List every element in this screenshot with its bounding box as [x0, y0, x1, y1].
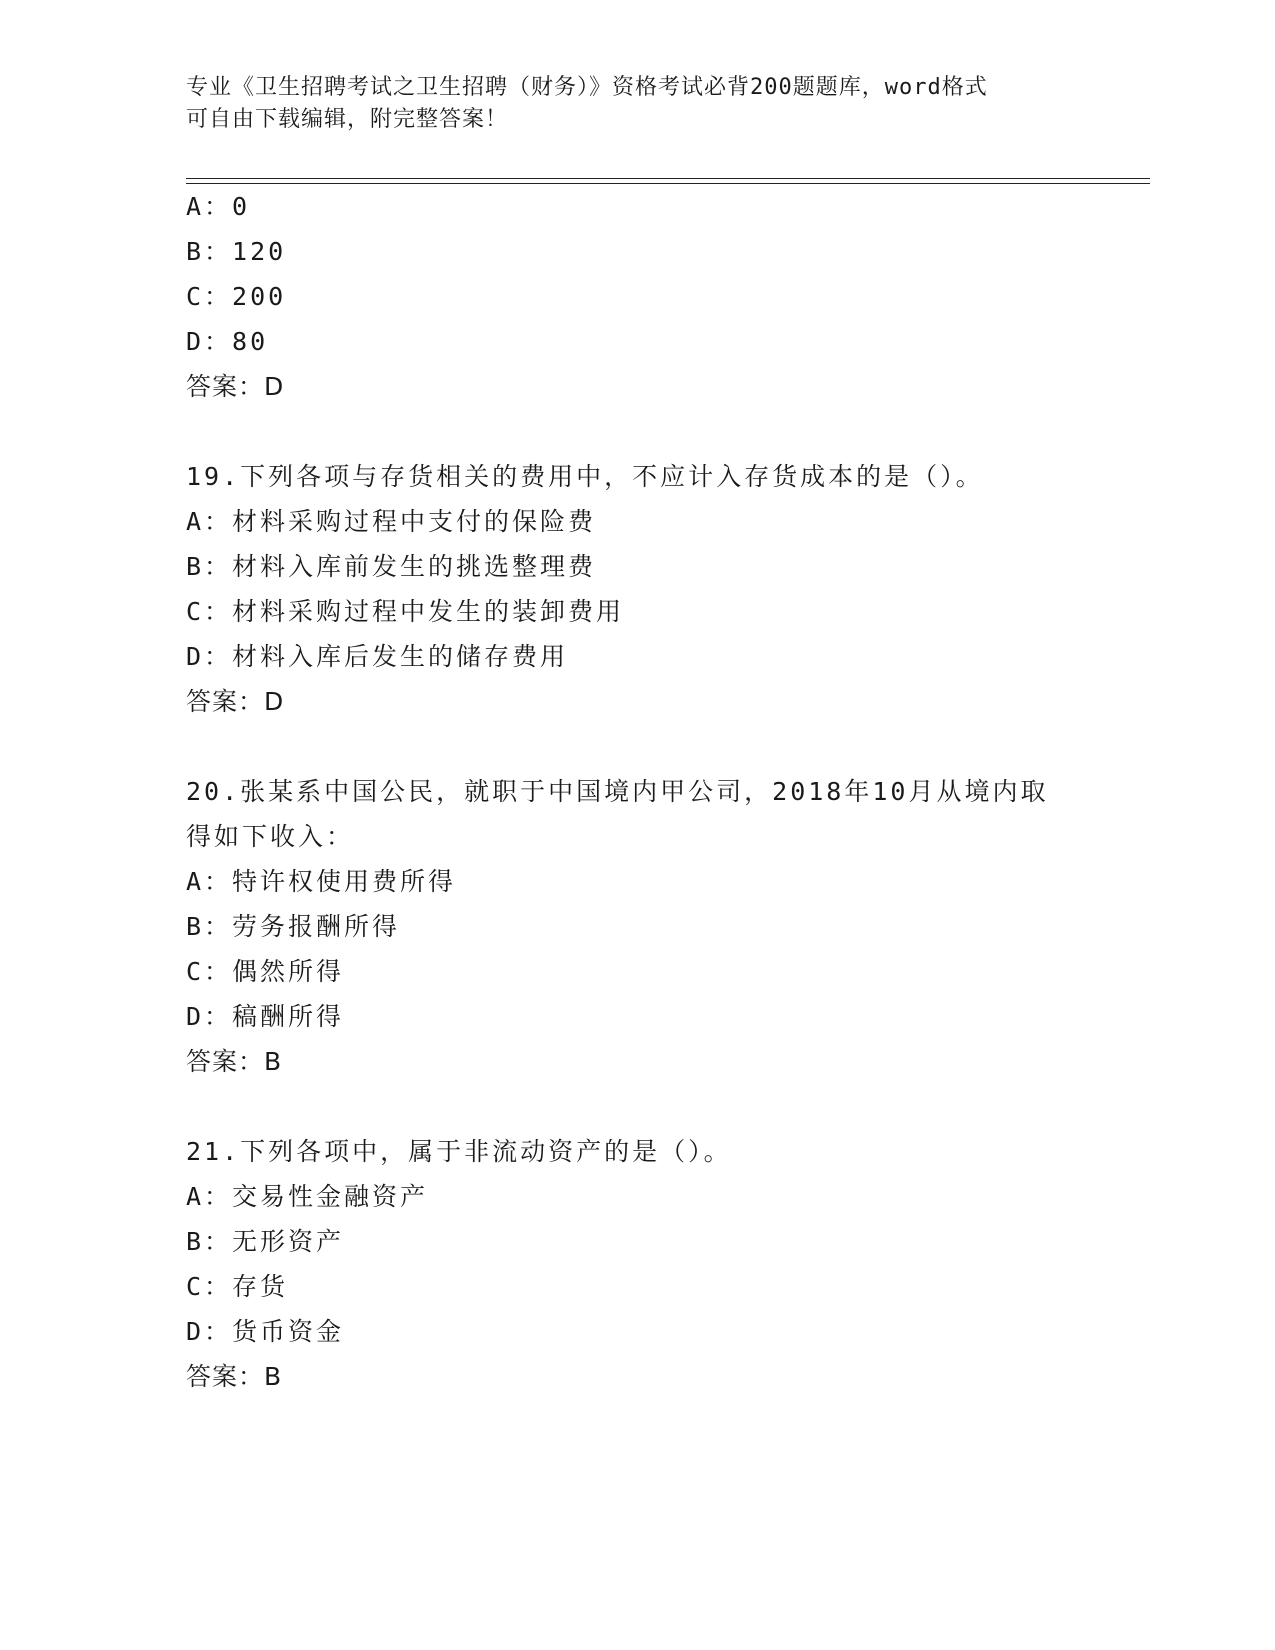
prev-answer: 答案：D — [186, 372, 285, 401]
q20-option-c: C：偶然所得 — [186, 957, 345, 986]
q20-answer: 答案：B — [186, 1047, 283, 1076]
q19-answer: 答案：D — [186, 687, 285, 716]
document-header — [186, 72, 1066, 136]
q21-answer: 答案：B — [186, 1362, 283, 1391]
q21-option-c: C：存货 — [186, 1272, 289, 1301]
header-divider-bottom — [186, 183, 1150, 184]
prev-option-c: C：200 — [186, 282, 287, 311]
q21-option-d: D：货币资金 — [186, 1317, 345, 1346]
prev-option-a: A：0 — [186, 192, 251, 221]
q19-option-d: D：材料入库后发生的储存费用 — [186, 642, 569, 671]
q20-stem-line2: 得如下收入： — [186, 822, 355, 851]
prev-option-b: B：120 — [186, 237, 287, 266]
q20-option-d: D：稿酬所得 — [186, 1002, 345, 1031]
header-title-line2: 可自由下载编辑，附完整答案！ — [186, 107, 509, 132]
q19-option-b: B：材料入库前发生的挑选整理费 — [186, 552, 597, 581]
q21-option-b: B：无形资产 — [186, 1227, 345, 1256]
q21-option-a: A：交易性金融资产 — [186, 1182, 429, 1211]
q20-option-a: A：特许权使用费所得 — [186, 867, 457, 896]
header-divider-top — [186, 178, 1150, 179]
q19-option-a: A：材料采购过程中支付的保险费 — [186, 507, 597, 536]
prev-option-d: D：80 — [186, 327, 269, 356]
header-title-line1: 专业《卫生招聘考试之卫生招聘（财务）》资格考试必背200题题库，word格式 — [186, 75, 988, 100]
q19-stem: 19.下列各项与存货相关的费用中，不应计入存货成本的是（）。 — [186, 462, 984, 491]
q20-option-b: B：劳务报酬所得 — [186, 912, 401, 941]
q20-stem-line1: 20.张某系中国公民，就职于中国境内甲公司，2018年10月从境内取 — [186, 777, 1049, 806]
q19-option-c: C：材料采购过程中发生的装卸费用 — [186, 597, 625, 626]
q21-stem: 21.下列各项中，属于非流动资产的是（）。 — [186, 1137, 732, 1166]
